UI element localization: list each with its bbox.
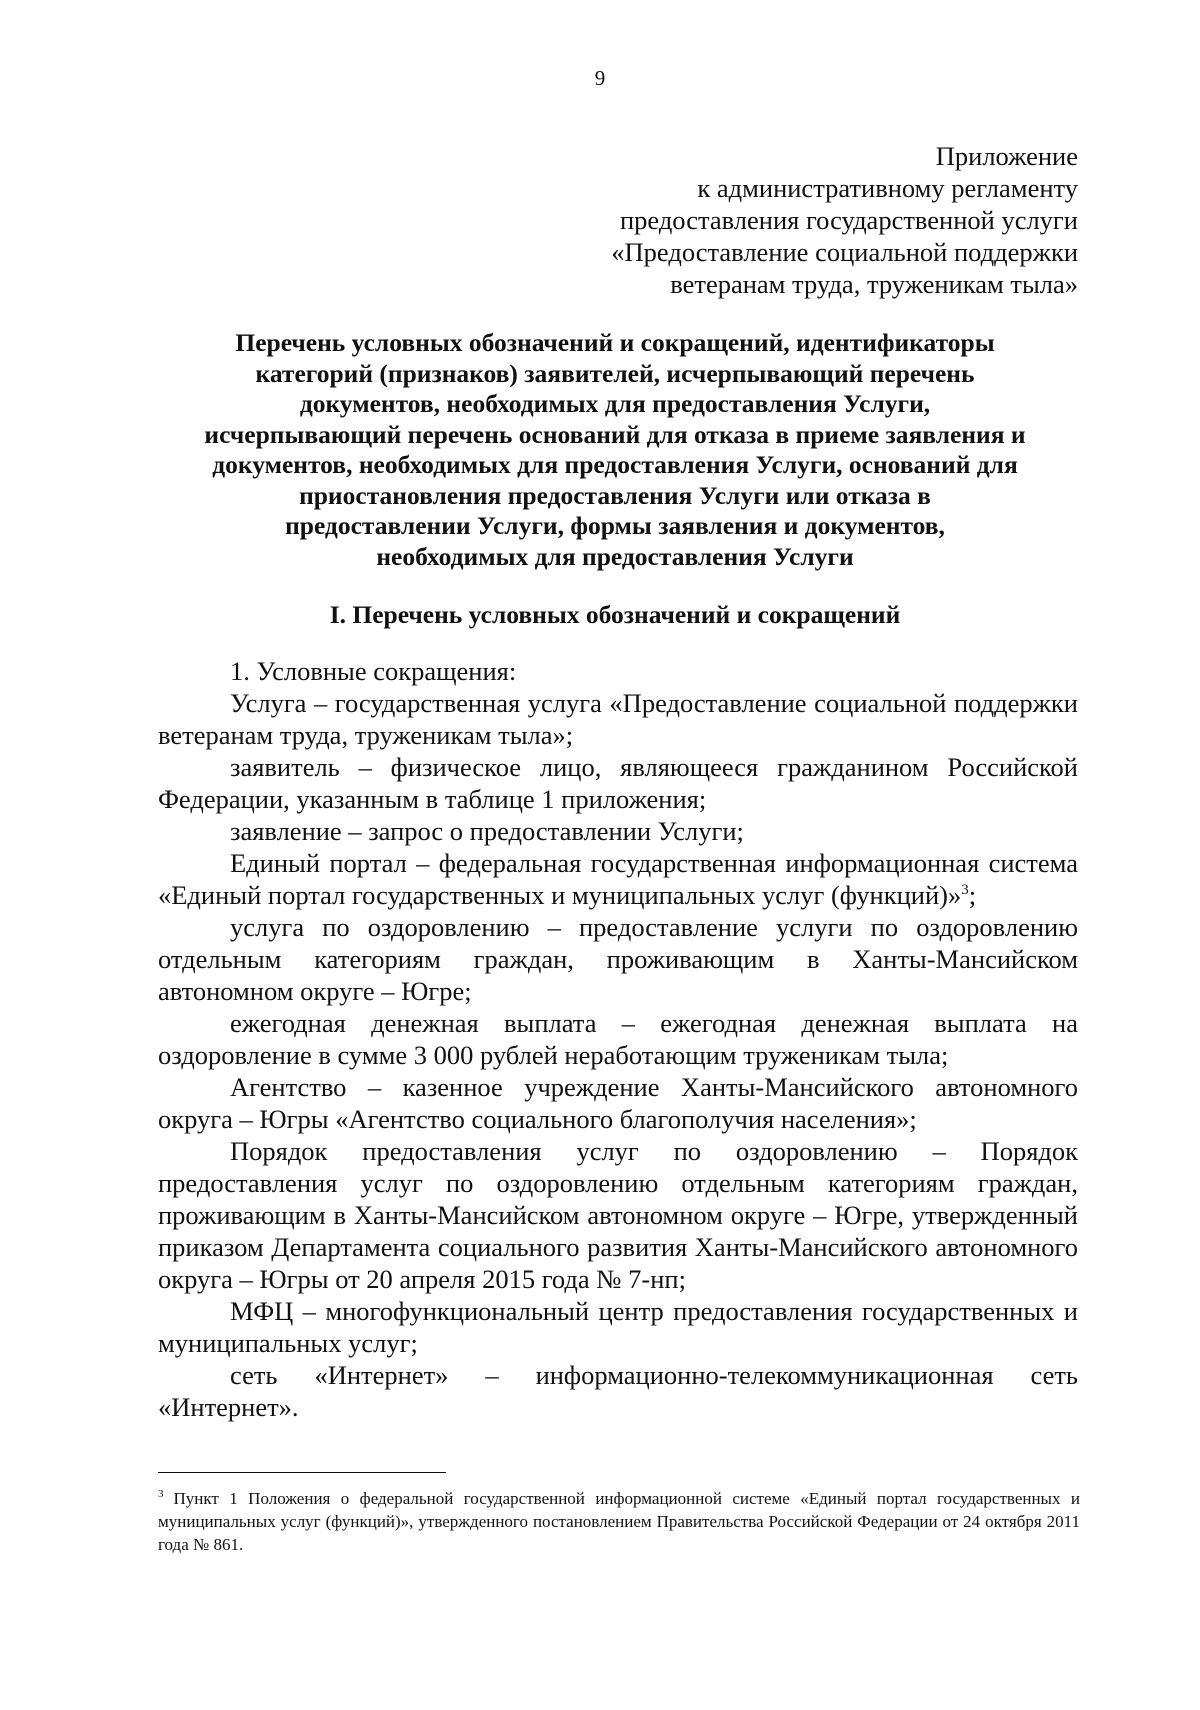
- title-line: необходимых для предоставления Услуги: [376, 541, 854, 571]
- appendix-line: Приложение: [935, 141, 1078, 171]
- title-line: категорий (признаков) заявителей, исчерпывающий перечень: [255, 358, 975, 388]
- paragraph-service: Услуга – государственная услуга «Предоставление социальной поддержки ветеранам труда, труженикам тыла»;: [158, 688, 1078, 750]
- appendix-header: [611, 140, 1078, 300]
- paragraph-unified-portal: [158, 847, 1078, 911]
- footnote: [158, 1487, 1080, 1556]
- paragraph-application: заявление – запрос о предоставлении Услуги;: [230, 816, 744, 846]
- title-line: Перечень условных обозначений и сокращений, идентификаторы: [235, 328, 995, 357]
- page-number: 9: [594, 66, 606, 90]
- paragraph-abbreviations-intro: 1. Условные сокращения:: [230, 656, 517, 686]
- unified-portal-text: Единый портал – федеральная государственная информационная система «Единый портал государственных и муниципальных услуг (функций)»: [158, 848, 1078, 910]
- paragraph-agency: Агентство – казенное учреждение Ханты-Мансийского автономного округа – Югры «Агентство социального благополучия населения»;: [158, 1072, 1078, 1134]
- appendix-line: к административному регламенту: [697, 173, 1078, 203]
- title-line: документов, необходимых для предоставления Услуги,: [299, 389, 931, 418]
- body-text: [158, 655, 1078, 1423]
- paragraph-health-service: услуга по оздоровлению – предоставление услуги по оздоровлению отдельным категориям граждан, проживающим в Ханты-Мансийском автономном округе – Югре;: [158, 912, 1078, 1006]
- title-line: предоставлении Услуги, формы заявления и документов,: [285, 511, 945, 540]
- paragraph-mfc: МФЦ – многофункциональный центр предоставления государственных и муниципальных услуг;: [158, 1296, 1078, 1358]
- document-title: [150, 328, 1080, 572]
- footnote-text: Пункт 1 Положения о федеральной государственной информационной системе «Единый портал государственных и муниципальных услуг (функций)», утвержденного постановлением Правительства Российской Федерации от 24 октября 2011 года № 861.: [158, 1489, 1080, 1554]
- footnote-mark: 3: [158, 1488, 164, 1501]
- section-heading: I. Перечень условных обозначений и сокращений: [329, 600, 901, 629]
- paragraph-annual-payment: ежегодная денежная выплата – ежегодная денежная выплата на оздоровление в сумме 3 000 рублей неработающим труженикам тыла;: [158, 1008, 1078, 1070]
- title-line: документов, необходимых для предоставления Услуги, оснований для: [212, 450, 1018, 479]
- appendix-line: ветеранам труда, труженикам тыла»: [670, 269, 1078, 299]
- unified-portal-suffix: ;: [968, 880, 977, 910]
- appendix-line: «Предоставление социальной поддержки: [611, 237, 1078, 267]
- title-line: приостановления предоставления Услуги или отказа в: [299, 480, 931, 510]
- footnote-reference: 3: [961, 882, 969, 899]
- paragraph-internet: сеть «Интернет» – информационно-телекоммуникационная сеть «Интернет».: [158, 1360, 1078, 1422]
- title-line: исчерпывающий перечень оснований для отказа в приеме заявления и: [204, 419, 1026, 449]
- appendix-line: предоставления государственной услуги: [619, 205, 1078, 235]
- paragraph-applicant: заявитель – физическое лицо, являющееся гражданином Российской Федерации, указанным в таблице 1 приложения;: [158, 752, 1078, 814]
- paragraph-procedure: Порядок предоставления услуг по оздоровлению – Порядок предоставления услуг по оздоровлению отдельным категориям граждан, проживающим в Ханты-Мансийском автономном округе – Югре, утвержденный приказом Департамента социального развития Ханты-Мансийского автономного округа – Югры от 20 апреля 2015 года № 7-нп;: [158, 1136, 1078, 1294]
- footnote-divider: [158, 1472, 446, 1473]
